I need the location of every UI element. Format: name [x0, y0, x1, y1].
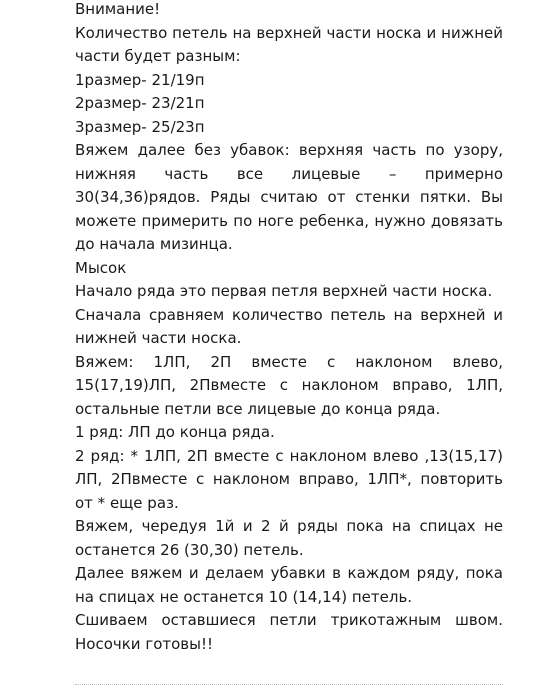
text-line: Далее вяжем и делаем убавки в каждом ряду, пока	[75, 564, 503, 582]
text-line: можете примерить по ноге ребенка, нужно довязать	[75, 211, 503, 230]
text-line: Количество петель на верхней части носка и нижней	[75, 23, 503, 42]
text-line: Сшиваем оставшиеся петли трикотажным швом.	[75, 611, 503, 629]
heading-toe: Мысок	[75, 258, 127, 277]
size-line-3: 3размер- 25/23п	[75, 117, 205, 136]
text-line: нижней части носка.	[75, 329, 242, 347]
size-line-1: 1размер- 21/19п	[75, 70, 205, 89]
text-line: до начала мизинца.	[75, 235, 233, 253]
closing-line: Носочки готовы!!	[75, 634, 214, 653]
text-line: останется 26 (30,30) петель.	[75, 540, 304, 559]
text-line: остальные петли все лицевые до конца ряда.	[75, 399, 441, 418]
text-line: Сначала сравняем количество петель на верхней и	[75, 305, 503, 324]
text-line: части будет разным:	[75, 47, 241, 65]
text-line: ЛП, 2Пвместе с наклоном вправо, 1ЛП*, повторить	[75, 470, 503, 488]
page-divider	[75, 684, 503, 685]
row-1-instruction: 1 ряд: ЛП до конца ряда.	[75, 423, 275, 441]
heading-attention: Внимание!	[75, 0, 161, 18]
document-body	[75, 0, 503, 656]
text-line: Начало ряда это первая петля верхней части носка.	[75, 282, 493, 300]
text-line: Вяжем далее без убавок: верхняя часть по узору,	[75, 141, 503, 159]
text-line: Вяжем: 1ЛП, 2П вместе с наклоном влево,	[75, 352, 503, 371]
text-line: нижняя часть все лицевые – примерно	[75, 164, 503, 183]
text-line: 30(34,36)рядов. Ряды считаю от стенки пятки. Вы	[75, 188, 503, 206]
row-2-instruction: 2 ряд: * 1ЛП, 2П вместе с наклоном влево ,13(15,17)	[75, 446, 503, 465]
text-line: 15(17,19)ЛП, 2Пвместе с наклоном вправо, 1ЛП,	[75, 376, 503, 394]
text-line: на спицах не останется 10 (14,14) петель.	[75, 587, 413, 606]
size-line-2: 2размер- 23/21п	[75, 94, 205, 112]
text-line: от * еще раз.	[75, 493, 179, 512]
text-line: Вяжем, чередуя 1й и 2 й ряды пока на спицах не	[75, 517, 503, 535]
